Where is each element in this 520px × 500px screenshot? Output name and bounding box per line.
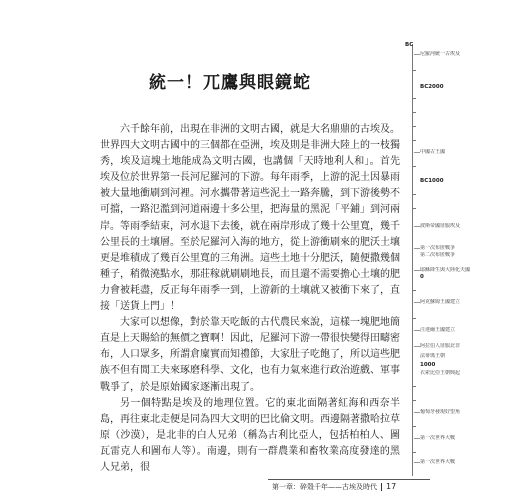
timeline-tick	[412, 126, 416, 127]
timeline-year: BC2000	[420, 84, 444, 90]
timeline-tick	[412, 98, 416, 99]
timeline-tick	[412, 140, 416, 141]
timeline-axis	[412, 44, 413, 476]
timeline-event: 中國古王國	[420, 149, 446, 155]
timeline-event: 第一次布匿戰爭	[420, 245, 456, 251]
timeline-event: 第一次世界大戰	[420, 435, 456, 441]
timeline-tick	[412, 290, 416, 291]
timeline-year: BC1000	[420, 178, 444, 184]
footer-rule	[268, 479, 430, 480]
timeline-event: 阿克蘇姆王國建立	[420, 299, 461, 305]
timeline-tick	[412, 386, 416, 387]
timeline-event: 第一次世界大戰	[420, 459, 456, 465]
timeline-event: 汪達爾王國建立	[420, 327, 456, 333]
footer-chapter-title: 第一章：碎殼千年——古埃及時代	[272, 483, 377, 491]
timeline-tick	[412, 166, 416, 167]
timeline-tick	[412, 208, 416, 209]
timeline-tick	[412, 318, 416, 319]
timeline-event: 尼羅河統一古埃及	[420, 51, 461, 57]
timeline-event: 耶穌降生與大陸化天國	[420, 267, 471, 273]
timeline-event: 衣索比亞王朝興起	[420, 370, 461, 376]
timeline-year: 0	[420, 274, 424, 280]
paragraph-2: 大家可以想像，對於靠天吃飯的古代農民來說，這樣一塊肥地簡直是上天賜給的無價之寶啊！因此，尼羅河下游一帶很快變得田疇密布，人口眾多，所謂倉廩實而知禮節，大家肚子吃飽了，所以這些肥族不但有閒工夫來琢磨科學、文化，也有力氣來進行政治遊戲、軍事戰爭了，於是原始國家逐漸出現了。	[100, 317, 400, 393]
timeline-year: 1000	[420, 362, 436, 368]
paragraph-1: 六千餘年前，出現在非洲的文明古國，就是大名鼎鼎的古埃及。世界四大文明古國中的三個都在亞洲，埃及則是非洲大陸上的一枝獨秀，埃及這塊土地能成為文明古國，也講個「天時地利人和」。首先埃及位於世界第一長河尼羅河的下游。每年雨季，上游的泥土因暴雨被大量地衝刷到河裡。河水攜帶著這些泥土一路奔騰，到下游後勢不可擋，一路氾濫到河道兩邊十多公里，把海量的黑泥「平鋪」到河兩岸。等雨季結束，河水退下去後，就在兩岸形成了幾十公里寬，幾千公里長的土壤層。至於尼羅河入海的地方，從上游衝刷來的肥沃土壤更是堆積成了幾百公里寬的三角洲。這些土地十分肥沃，隨便撒幾個種子，稍微澆點水，那莊稼就刷刷地長，而且還不需要擔心土壤的肥力會被耗盡，反正每年雨季一到，上游新的土壤就又被衝下來了，直接「送貨上門」！	[100, 124, 400, 313]
timeline-event: 波斯帝國征服埃及	[420, 223, 461, 229]
chapter-section-title: 統一！兀鷹與眼鏡蛇	[149, 73, 311, 93]
page-footer	[272, 482, 396, 492]
timeline-tick	[412, 112, 416, 113]
timeline-tick	[412, 400, 416, 401]
timeline-tick	[412, 452, 416, 453]
timeline-event: 法蒂瑪王朝	[420, 353, 446, 359]
timeline-event: 葡萄牙發現好望角	[420, 409, 461, 415]
timeline-tick	[412, 194, 416, 195]
page-number: 17	[386, 482, 397, 491]
timeline-tick	[412, 426, 416, 427]
timeline-event: 阿拉伯人征服北非	[420, 343, 461, 349]
timeline-tick	[412, 70, 416, 71]
paragraph-3: 另一個特點是埃及的地理位置。它的東北面隔著紅海和西奈半島，再往東北走便是同為四大文明的巴比倫文明。西邊隔著撒哈拉草原（沙漠），是北非的白人兄弟（稱為古利比亞人，包括柏柏人、圖瓦雷克人和圖布人等）。南邊，則有一群農業和畜牧業高度發達的黑人兄弟，很	[100, 397, 400, 473]
timeline-year: BC	[405, 42, 414, 48]
timeline-event: 第二次布匿戰爭	[420, 252, 456, 258]
footer-separator	[381, 483, 382, 491]
body-text	[100, 122, 400, 476]
